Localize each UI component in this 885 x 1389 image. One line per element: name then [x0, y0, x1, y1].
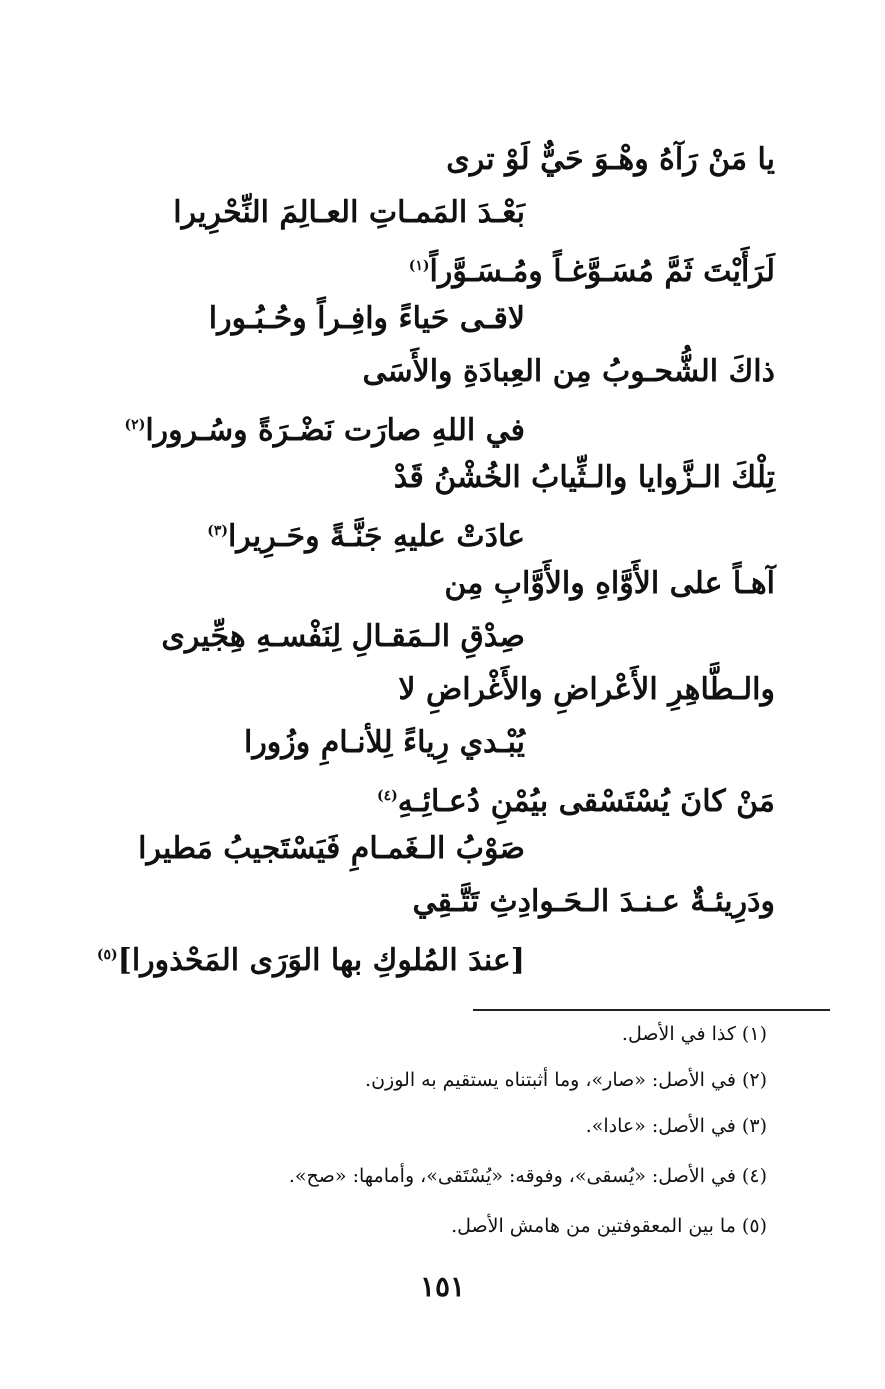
verse-line-8 [207, 511, 525, 557]
verse-line-11 [398, 670, 775, 710]
verse-line-6 [125, 405, 525, 451]
verse-line-3 [409, 246, 775, 292]
verse-text: صَوْبُ الـغَمـامِ فَيَسْتَجيبُ مَطيرا [138, 831, 525, 866]
footnote-mark[interactable]: (٣) [207, 523, 228, 539]
verse-line-9 [444, 564, 775, 604]
verse-text: ذاكَ الشُّحـوبُ مِن العِبادَةِ والأَسَى [362, 354, 775, 389]
verse-line-10 [161, 617, 525, 657]
verse-text: آهـاً على الأَوَّاهِ والأَوَّابِ مِن [444, 566, 775, 601]
verse-line-12 [244, 723, 525, 763]
verse-line-2 [173, 193, 525, 233]
verse-text: صِدْقِ الـمَقـالِ لِنَفْسـهِ هِجِّيرى [161, 619, 525, 654]
footnote-5: (٥) ما بين المعقوفتين من هامش الأصل. [451, 1215, 767, 1237]
verse-text: لَرَأَيْتَ ثَمَّ مُسَـوَّغـاً ومُـسَـوَّراً [429, 254, 775, 289]
verse-line-14 [138, 829, 525, 869]
footnote-4: (٤) في الأصل: «يُسقى»، وفوقه: «يُسْتَقى»، وأمامها: «صح». [288, 1165, 767, 1187]
verse-text: لاقـى حَياءً وافِـراً وحُـبُـورا [208, 301, 525, 336]
verse-line-4 [209, 299, 525, 339]
footnote-mark[interactable]: (٤) [376, 788, 398, 804]
footnote-2: (٢) في الأصل: «صار»، وما أثبتناه يستقيم به الوزن. [365, 1069, 767, 1091]
verse-text: ودَرِيئـةٌ عـنـدَ الـحَـوادِثِ تَتَّـقِي [412, 884, 775, 919]
verse-text: بَعْـدَ المَمـاتِ العـالِمَ النِّحْرِيرا [173, 195, 525, 230]
verse-text: عادَتْ عليهِ جَنَّـةً وحَـرِيرا [227, 519, 525, 554]
verse-line-7 [394, 458, 775, 498]
footnote-separator [473, 1009, 830, 1011]
page-number: ١٥١ [419, 1270, 466, 1303]
verse-text: مَنْ كانَ يُسْتَسْقى بيُمْنِ دُعـائِـهِ [397, 784, 775, 819]
verse-text: والـطَّاهِرِ الأَعْراضِ والأَغْراضِ لا [398, 672, 775, 707]
verse-text: في اللهِ صارَت نَضْـرَةً وسُـرورا [145, 413, 525, 448]
verse-text: تِلْكَ الـزَّوايا والـثِّيابُ الخُشْنُ قَدْ [393, 460, 775, 495]
verse-line-16 [97, 935, 525, 981]
footnote-3: (٣) في الأصل: «عادا». [585, 1115, 767, 1137]
verse-text: يا مَنْ رَآهُ وهْـوَ حَيٌّ لَوْ ترى [446, 142, 775, 177]
footnote-mark[interactable]: (١) [408, 258, 430, 274]
verse-line-5 [362, 352, 775, 392]
verse-line-15 [413, 882, 775, 922]
footnote-mark[interactable]: (٢) [124, 417, 146, 433]
verse-line-13 [377, 776, 775, 822]
verse-line-1 [446, 140, 775, 180]
footnote-1: (١) كذا في الأصل. [621, 1023, 767, 1045]
verse-text: يُبْـدي رِياءً لِلأنـامِ وزُورا [243, 725, 525, 760]
footnote-mark[interactable]: (٥) [96, 947, 118, 963]
verse-text: [عندَ المُلوكِ بها الوَرَى المَحْذورا] [117, 943, 525, 978]
